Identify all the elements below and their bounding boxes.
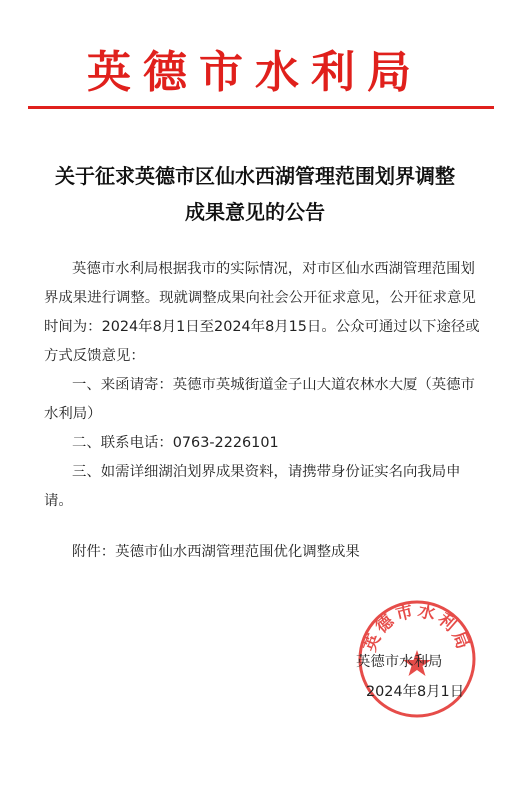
intro-paragraph: 英德市水利局根据我市的实际情况，对市区仙水西湖管理范围划界成果进行调整。现就调整成果向社会公开征求意见，公开征求意见时间为：2024年8月1日至2024年8月15日。公众可通过以下途径或方式反馈意见： <box>44 261 480 364</box>
signature-org: 英德市水利局 <box>356 654 443 670</box>
letterhead-org-name: 英德市水利局 <box>87 47 423 98</box>
letterhead-red-rule <box>28 106 494 109</box>
feedback-item-mail: 一、来函请寄：英德市英城街道金子山大道农林水大厦（英德市水利局） <box>44 377 475 422</box>
document-title <box>30 158 480 230</box>
document-title-line-1: 关于征求英德市区仙水西湖管理范围划界调整 <box>55 164 455 188</box>
attachment-line: 附件：英德市仙水西湖管理范围优化调整成果 <box>72 544 360 560</box>
signature-date: 2024年8月1日 <box>366 684 465 700</box>
feedback-item-visit: 三、如需详细湖泊划界成果资料，请携带身份证实名向我局申请。 <box>44 464 461 509</box>
document-title-line-2: 成果意见的公告 <box>185 200 325 224</box>
feedback-item-phone: 二、联系电话：0763-2226101 <box>72 435 279 451</box>
svg-text:英德市水利局: 英德市水利局 <box>360 601 474 655</box>
